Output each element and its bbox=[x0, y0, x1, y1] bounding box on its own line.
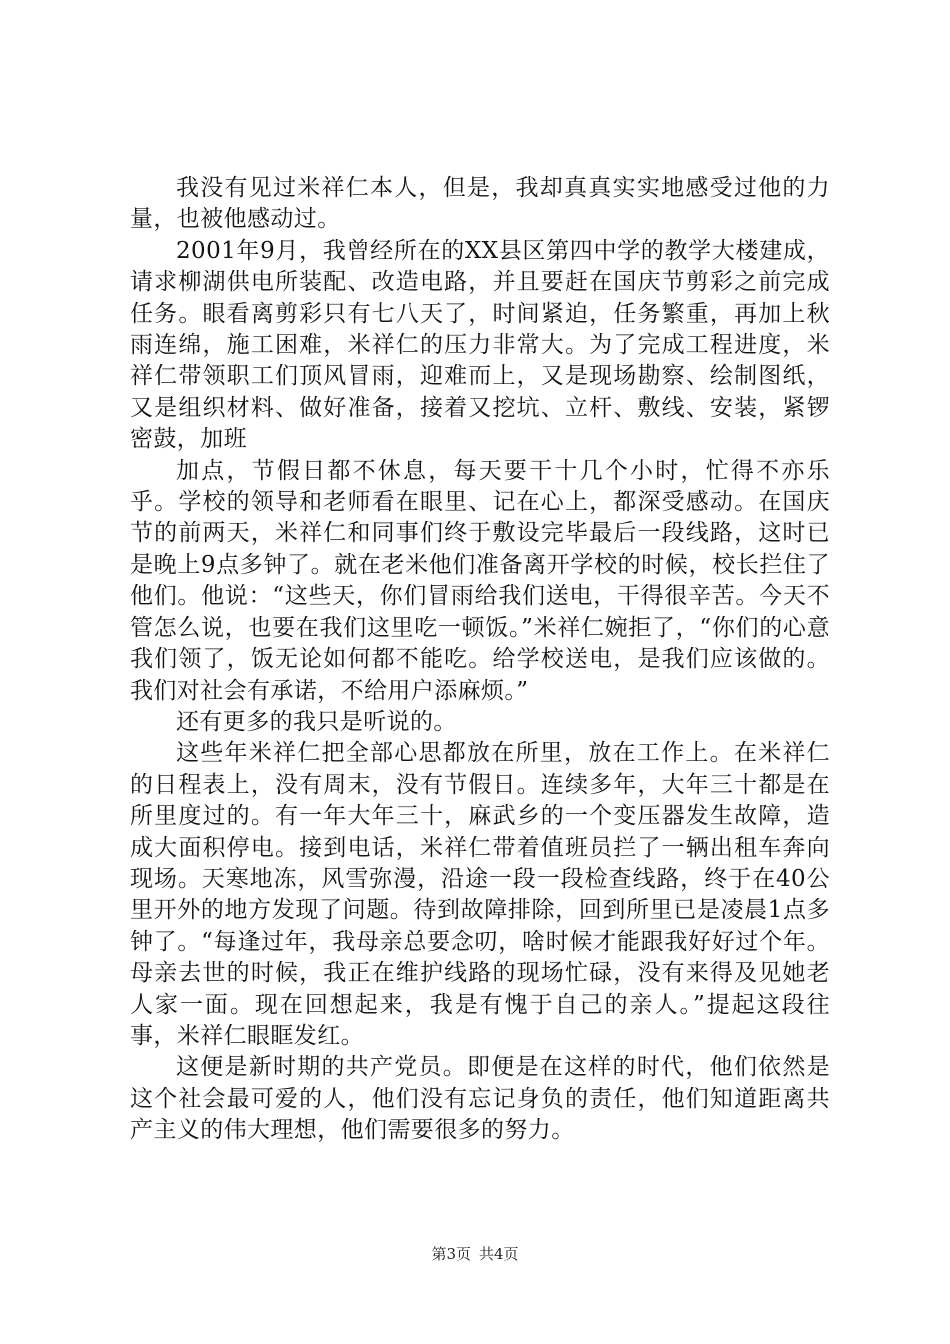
paragraph-3: 加点，节假日都不休息，每天要干十几个小时，忙得不亦乐乎。学校的领导和老师看在眼里、记在心上，都深受感动。在国庆节的前两天，米祥仁和同事们终于敷设完毕最后一段线路，这时已是晚上9点多钟了。就在老米他们准备离开学校的时候，校长拦住了他们。他说：“这些天，你们冒雨给我们送电，干得很辛苦。今天不管怎么说，也要在我们这里吃一顿饭。”米祥仁婉拒了，“你们的心意我们领了，饭无论如何都不能吃。给学校送电，是我们应该做的。我们对社会有承诺，不给用户添麻烦。” bbox=[130, 457, 830, 704]
page-footer bbox=[0, 1244, 950, 1264]
document-body bbox=[130, 173, 830, 1147]
page-number: 第3页 bbox=[431, 1245, 471, 1263]
paragraph-5: 这些年米祥仁把全部心思都放在所里，放在工作上。在米祥仁的日程表上，没有周末，没有节假日。连续多年，大年三十都是在所里度过的。有一年大年三十，麻武乡的一个变压器发生故障，造成大面积停电。接到电话，米祥仁带着值班员拦了一辆出租车奔向现场。天寒地冻，风雪弥漫，沿途一段一段检查线路，终于在40公里开外的地方发现了问题。待到故障排除，回到所里已是凌晨1点多钟了。“每逢过年，我母亲总要念叨，啥时候才能跟我好好过个年。母亲去世的时候，我正在维护线路的现场忙碌，没有来得及见她老人家一面。现在回想起来，我是有愧于自己的亲人。”提起这段往事，米祥仁眼眶发红。 bbox=[130, 740, 830, 1049]
paragraph-4: 还有更多的我只是听说的。 bbox=[176, 708, 457, 735]
paragraph-1: 我没有见过米祥仁本人，但是，我却真真实实地感受过他的力量，也被他感动过。 bbox=[130, 175, 830, 233]
total-pages: 共4页 bbox=[479, 1245, 519, 1263]
paragraph-6: 这便是新时期的共产党员。即便是在这样的时代，他们依然是这个社会最可爱的人，他们没有忘记身负的责任，他们知道距离共产主义的伟大理想，他们需要很多的努力。 bbox=[130, 1054, 830, 1144]
paragraph-2: 2001年9月，我曾经所在的XX县区第四中学的教学大楼建成，请求柳湖供电所装配、改造电路，并且要赶在国庆节剪彩之前完成任务。眼看离剪彩只有七八天了，时间紧迫，任务繁重，再加上秋雨连绵，施工困难，米祥仁的压力非常大。为了完成工程进度，米祥仁带领职工们顶风冒雨，迎难而上，又是现场勘察、绘制图纸，又是组织材料、做好准备，接着又挖坑、立杆、敷线、安装，紧锣密鼓，加班 bbox=[130, 237, 830, 453]
